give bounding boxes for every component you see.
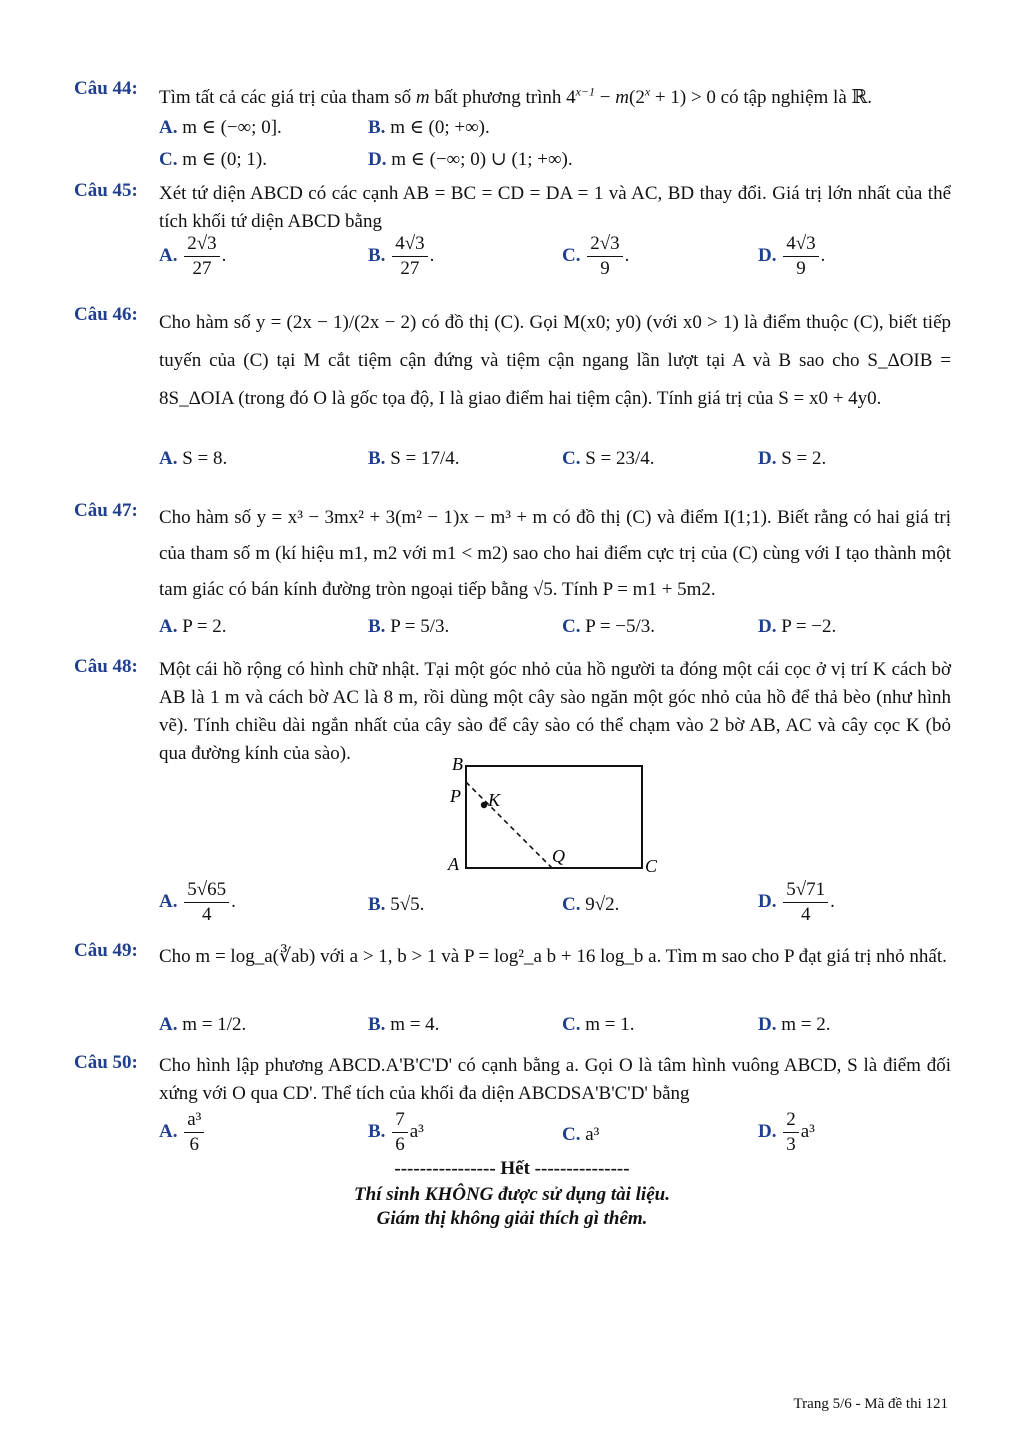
- option-c[interactable]: C. $\frac{2√3}{9}$ .: [562, 233, 630, 279]
- question-label: Câu 49:: [74, 940, 138, 961]
- option-d[interactable]: D. $\frac{4√3}{9}$ .: [758, 233, 826, 279]
- option-d[interactable]: D. m ∈ (−∞; 0) ∪ (1; +∞).: [368, 149, 573, 170]
- question-text: Xét tứ diện ABCD có các cạnh AB = BC = CD = DA = 1 và AC, BD thay đổi. Giá trị lớn nhất của thể tích khối tứ diện ABCD bằng: [159, 183, 951, 232]
- option-c[interactable]: C. a³: [562, 1124, 600, 1145]
- option-c[interactable]: C. m ∈ (0; 1).: [159, 149, 268, 170]
- label-p: P: [450, 786, 461, 806]
- question-label: Câu 47:: [74, 500, 138, 521]
- option-b[interactable]: B. S = 17/4.: [368, 448, 460, 469]
- option-c[interactable]: C. S = 23/4.: [562, 448, 655, 469]
- label-b: B: [452, 754, 463, 774]
- pole-dashed-line: [466, 782, 552, 868]
- end-note-2: Giám thị không giải thích gì thêm.: [376, 1208, 648, 1229]
- option-b[interactable]: B. P = 5/3.: [368, 616, 450, 637]
- label-q: Q: [552, 846, 565, 866]
- question-text: Cho hàm số y = x³ − 3mx² + 3(m² − 1)x − m³ + m có đồ thị (C) và điểm I(1;1). Biết rằng có hai giá trị của tham số m (kí hiệu m1, m2 với m1 < m2) sao cho hai điểm cực trị của (C) cùng với I tạo thành một tam giác có bán kính đường tròn ngoại tiếp bằng √5. Tính P = m1 + 5m2.: [159, 507, 951, 600]
- question-text: Cho hàm số y = (2x − 1)/(2x − 2) có đồ thị (C). Gọi M(x0; y0) (với x0 > 1) là điểm thuộc (C), biết tiếp tuyến của (C) tại M cắt tiệm cận đứng và tiệm cận ngang lần lượt tại A và B sao cho S_ΔOIB = 8S_ΔOIA (trong đó O là gốc tọa độ, I là giao điểm hai tiệm cận). Tính giá trị của S = x0 + 4y0.: [159, 312, 951, 409]
- page-footer: Trang 5/6 - Mã đề thi 121: [793, 1396, 948, 1412]
- question-text-rendered: Tìm tất cả các giá trị của tham số m bất phương trình $4^{x-1} - m(2^x + 1) > 0$ có tập nghiệm là ℝ.: [159, 85, 873, 109]
- option-a[interactable]: A. m ∈ (−∞; 0].: [159, 117, 282, 138]
- label-a: A: [448, 854, 459, 874]
- lake-figure: [440, 752, 670, 882]
- option-d[interactable]: D. m = 2.: [758, 1014, 831, 1035]
- end-marker: ---------------- Hết ---------------: [394, 1158, 630, 1179]
- option-b[interactable]: B. m ∈ (0; +∞).: [368, 117, 490, 138]
- question-text: Cho hình lập phương ABCD.A'B'C'D' có cạnh bằng a. Gọi O là tâm hình vuông ABCD, S là điểm đối xứng với O qua CD'. Thể tích của khối đa diện ABCDSA'B'C'D' bằng: [159, 1055, 951, 1104]
- end-note-1: Thí sinh KHÔNG được sử dụng tài liệu.: [354, 1184, 670, 1205]
- option-b[interactable]: B. 5√5.: [368, 894, 425, 915]
- question-label: Câu 44:: [74, 78, 138, 99]
- question-label: Câu 48:: [74, 656, 138, 677]
- label-c: C: [645, 856, 658, 876]
- option-a[interactable]: A. S = 8.: [159, 448, 228, 469]
- question-text: Cho m = log_a(∛ab) với a > 1, b > 1 và P = log²_a b + 16 log_b a. Tìm m sao cho P đạt giá trị nhỏ nhất.: [159, 946, 947, 967]
- question-label: Câu 46:: [74, 304, 138, 325]
- option-b[interactable]: B. $\frac{7}{6}$ a³: [368, 1109, 424, 1155]
- option-d[interactable]: D. $\frac{5√71}{4}$ .: [758, 879, 835, 925]
- stake-k-point: [481, 802, 487, 808]
- question-label: Câu 45:: [74, 180, 138, 201]
- option-a[interactable]: A. $\frac{2√3}{27}$ .: [159, 233, 227, 279]
- question-label: Câu 50:: [74, 1052, 138, 1073]
- option-d[interactable]: D. P = −2.: [758, 616, 837, 637]
- option-b[interactable]: B. m = 4.: [368, 1014, 440, 1035]
- option-c[interactable]: C. 9√2.: [562, 894, 620, 915]
- option-a[interactable]: A. m = 1/2.: [159, 1014, 247, 1035]
- option-c[interactable]: C. P = −5/3.: [562, 616, 656, 637]
- question-text: [159, 78, 951, 112]
- option-a[interactable]: A. $\frac{\text{a³}}{6}$: [159, 1110, 206, 1155]
- option-c[interactable]: C. m = 1.: [562, 1014, 635, 1035]
- option-a[interactable]: A. $\frac{5√65}{4}$ .: [159, 879, 236, 925]
- option-a[interactable]: A. P = 2.: [159, 616, 227, 637]
- option-d[interactable]: D. S = 2.: [758, 448, 827, 469]
- option-b[interactable]: B. $\frac{4√3}{27}$ .: [368, 233, 435, 279]
- option-d[interactable]: D. $\frac{2}{3}$ a³: [758, 1109, 815, 1155]
- question-text: Một cái hồ rộng có hình chữ nhật. Tại một góc nhỏ của hồ người ta đóng một cái cọc ở vị trí K cách bờ AB là 1 m và cách bờ AC là 8 m, rồi dùng một cây sào ngăn một góc nhỏ của hồ để thả bèo (như hình vẽ). Tính chiều dài ngắn nhất của cây sào để cây sào có thể chạm vào 2 bờ AB, AC và cây cọc K (bỏ qua đường kính của sào).: [159, 659, 951, 764]
- label-k: K: [488, 790, 501, 810]
